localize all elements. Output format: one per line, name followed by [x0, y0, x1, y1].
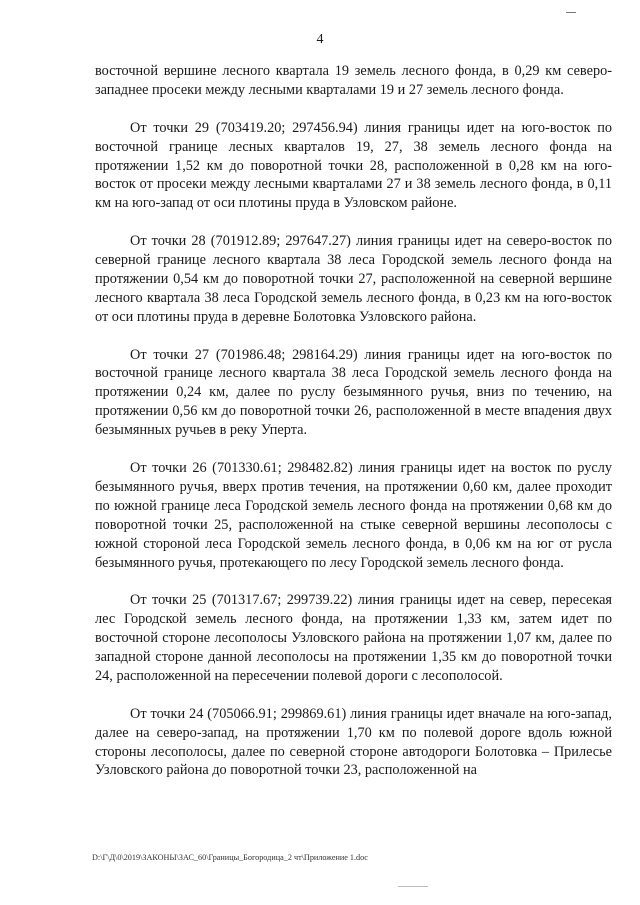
paragraph-point-27: От точки 27 (701986.48; 298164.29) линия границы идет на юго-восток по восточной границе лесного квартала 38 леса Городской земель лесного фонда на протяжении 0,24 км, далее по руслу безымянного ручья, вниз по течению, на протяжении 0,56 км до поворотной точки 26, расположенной в месте впадения двух безымянных ручьев в реку Уперта.: [95, 346, 612, 439]
footer-file-path: D:\Г\Д\0\2019\ЗАКОНЫ\ЗАС_60\Границы_Богородица_2 чт\Приложение 1.doc: [92, 853, 368, 862]
paragraph-point-29: От точки 29 (703419.20; 297456.94) линия границы идет на юго-восток по восточной границе лесных кварталов 19, 27, 38 земель лесного фонда на протяжении 1,52 км до поворотной точки 28, расположенной в 0,28 км на юго-восток от просеки между лесными кварталами 27 и 38 земель лесного фонда, в 0,11 км на юго-запад от оси плотины пруда в Узловском районе.: [95, 119, 612, 212]
paragraph-point-25: От точки 25 (701317.67; 299739.22) линия границы идет на север, пересекая лес Городской земель лесного фонда, на протяжении 1,33 км, затем идет по восточной стороне лесополосы Узловского района на протяжении 1,07 км, далее по западной стороне данной лесополосы на протяжении 1,35 км до поворотной точки 24, расположенной на пересечении полевой дороги с лесополосой.: [95, 592, 612, 684]
paragraph-point-28: От точки 28 (701912.89; 297647.27) линия границы идет на северо-восток по северной границе лесного квартала 38 леса Городской земель лесного фонда на протяжении 0,54 км до поворотной точки 27, расположенной на северной вершине лесного квартала 38 леса Городской земель лесного фонда, в 0,23 км на юго-восток от оси плотины пруда в деревне Болотовка Узловского района.: [95, 233, 612, 325]
paragraph-point-24: От точки 24 (705066.91; 299869.61) линия границы идет вначале на юго-запад, далее на северо-запад, на протяжении 1,70 км по полевой дороге вдоль южной стороны лесополосы, далее по северной стороне автодороги Болотовка – Прилесье Узловского района до поворотной точки 23, расположенной на: [95, 705, 612, 779]
document-body: [95, 62, 612, 780]
corner-mark: [566, 12, 576, 13]
bottom-mark: [398, 886, 428, 887]
paragraph-continuation: восточной вершине лесного квартала 19 земель лесного фонда, в 0,29 км северо-западнее просеки между лесными кварталами 19 и 27 земель лесного фонда.: [95, 63, 612, 98]
page-number: 4: [316, 32, 324, 47]
paragraph-point-26: От точки 26 (701330.61; 298482.82) линия границы идет на восток по руслу безымянного ручья, вверх против течения, на протяжении 0,60 км, далее проходит по южной границе леса Городской земель лесного фонда на протяжении 0,68 км до поворотной точки 25, расположенной на стыке северной вершины лесополосы с южной стороной леса Городской земель лесного фонда, в 0,06 км на юг от русла безымянного ручья, протекающего по лесу Городской земель лесного фонда.: [95, 459, 612, 571]
